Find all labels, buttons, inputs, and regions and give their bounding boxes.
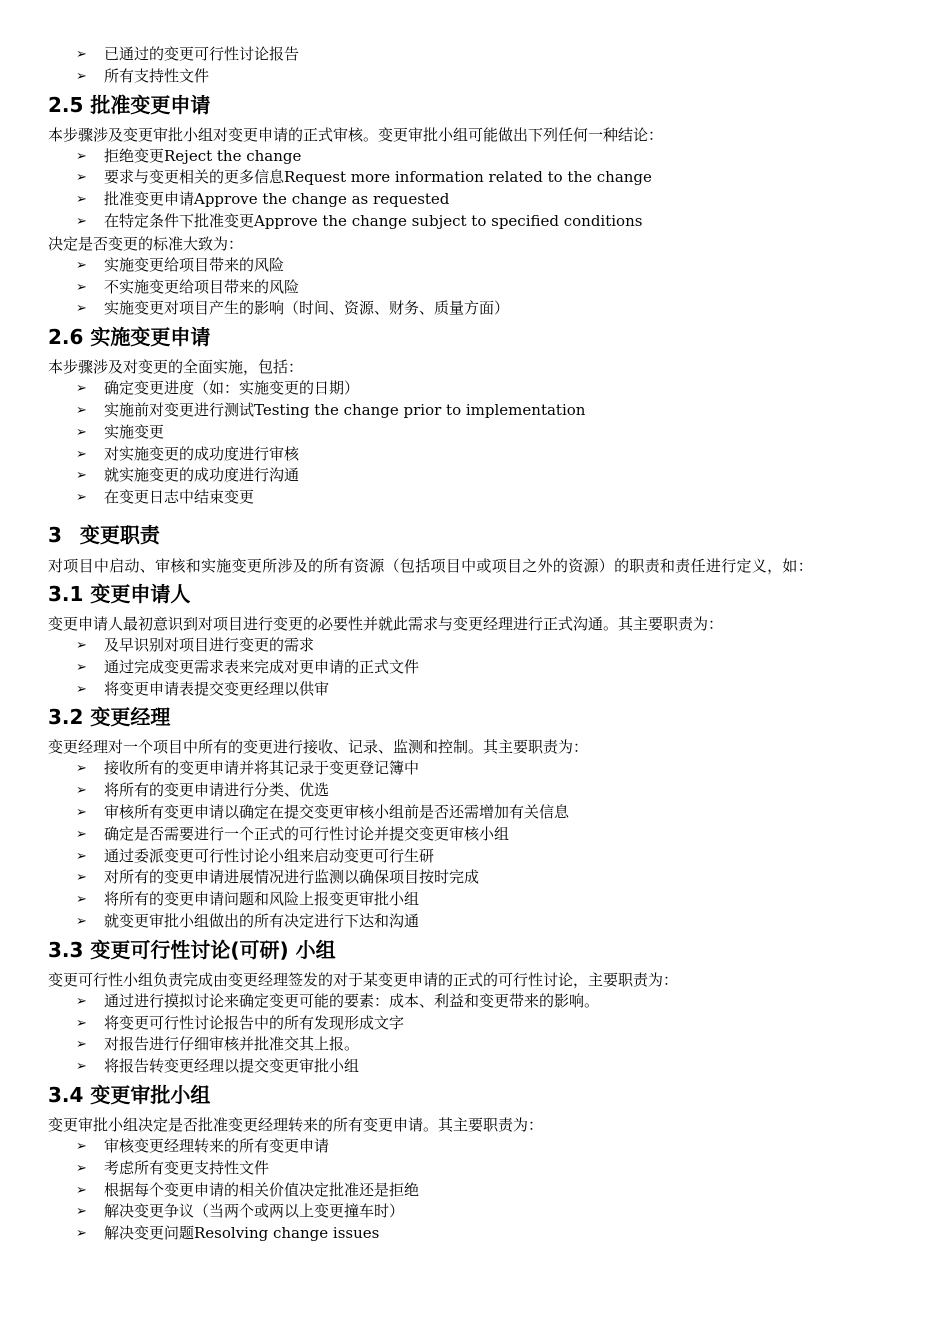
bullet-arrow-icon: ➢ bbox=[76, 848, 87, 864]
list-item bbox=[48, 378, 908, 400]
bullet-arrow-icon: ➢ bbox=[76, 1015, 87, 1031]
list-item-text: 对报告进行仔细审核并批准交其上报。 bbox=[104, 1035, 360, 1054]
bullet-list bbox=[48, 146, 908, 233]
bullet-arrow-icon: ➢ bbox=[76, 783, 87, 799]
list-item bbox=[48, 189, 908, 211]
list-item-text: 将所有的变更申请进行分类、优选 bbox=[104, 781, 330, 800]
bullet-arrow-icon: ➢ bbox=[76, 1037, 87, 1053]
list-item bbox=[48, 44, 908, 66]
list-item bbox=[48, 1034, 908, 1056]
paragraph: 决定是否变更的标准大致为： bbox=[48, 234, 244, 253]
list-item-text: 考虑所有变更支持性文件 bbox=[104, 1158, 270, 1177]
bullet-arrow-icon: ➢ bbox=[76, 1182, 87, 1198]
list-item-text: 通过完成变更需求表来完成对更申请的正式文件 bbox=[104, 657, 420, 676]
bullet-arrow-icon: ➢ bbox=[76, 1138, 87, 1154]
chapter-title: 变更职责 bbox=[79, 522, 160, 547]
bullet-arrow-icon: ➢ bbox=[76, 892, 87, 908]
list-item-text: 接收所有的变更申请并将其记录于变更登记簿中 bbox=[104, 759, 420, 778]
list-item bbox=[48, 400, 908, 422]
list-item-text: 解决变更争议（当两个或两以上变更撞车时） bbox=[104, 1202, 405, 1221]
list-item bbox=[48, 1201, 908, 1223]
list-item bbox=[48, 1223, 908, 1245]
bullet-arrow-icon: ➢ bbox=[76, 213, 87, 229]
bullet-list bbox=[48, 758, 908, 932]
list-item-text: 就变更审批小组做出的所有决定进行下达和沟通 bbox=[104, 911, 420, 930]
paragraph: 对项目中启动、审核和实施变更所涉及的所有资源（包括项目中或项目之外的资源）的职责和责任进行定义，如： bbox=[48, 556, 814, 575]
section-heading: 3.1 变更申请人 bbox=[48, 581, 191, 606]
list-item bbox=[48, 444, 908, 466]
list-item bbox=[48, 422, 908, 444]
list-item bbox=[48, 487, 908, 509]
list-item bbox=[48, 465, 908, 487]
list-item bbox=[48, 1180, 908, 1202]
list-item bbox=[48, 889, 908, 911]
list-item-text: 对所有的变更申请进展情况进行监测以确保项目按时完成 bbox=[104, 868, 480, 887]
paragraph: 变更审批小组决定是否批准变更经理转来的所有变更申请。其主要职责为： bbox=[48, 1115, 544, 1134]
bullet-arrow-icon: ➢ bbox=[76, 381, 87, 397]
chapter-heading bbox=[48, 521, 908, 549]
list-item-text: 所有支持性文件 bbox=[104, 66, 210, 85]
list-item bbox=[48, 1158, 908, 1180]
list-item-text: 确定是否需要进行一个正式的可行性讨论并提交变更审核小组 bbox=[104, 824, 510, 843]
paragraph: 变更申请人最初意识到对项目进行变更的必要性并就此需求与变更经理进行正式沟通。其主要职责为： bbox=[48, 614, 724, 633]
list-item bbox=[48, 802, 908, 824]
list-item bbox=[48, 635, 908, 657]
bullet-arrow-icon: ➢ bbox=[76, 424, 87, 440]
list-item-text: 通过进行摸拟讨论来确定变更可能的要素：成本、利益和变更带来的影响。 bbox=[104, 991, 600, 1010]
section-heading: 3.2 变更经理 bbox=[48, 705, 171, 730]
bullet-arrow-icon: ➢ bbox=[76, 170, 87, 186]
list-item-text: 实施变更对项目产生的影响（时间、资源、财务、质量方面） bbox=[104, 299, 510, 318]
list-item bbox=[48, 780, 908, 802]
bullet-arrow-icon: ➢ bbox=[76, 148, 87, 164]
bullet-arrow-icon: ➢ bbox=[76, 659, 87, 675]
list-item-text: 实施变更给项目带来的风险 bbox=[104, 255, 285, 274]
bullet-arrow-icon: ➢ bbox=[76, 761, 87, 777]
bullet-arrow-icon: ➢ bbox=[76, 804, 87, 820]
list-item-text: 不实施变更给项目带来的风险 bbox=[104, 277, 300, 296]
list-item-text: 就实施变更的成功度进行沟通 bbox=[104, 466, 300, 485]
bullet-arrow-icon: ➢ bbox=[76, 468, 87, 484]
list-item bbox=[48, 657, 908, 679]
list-item-text: 已通过的变更可行性讨论报告 bbox=[104, 45, 300, 63]
bullet-arrow-icon: ➢ bbox=[76, 192, 87, 208]
bullet-arrow-icon: ➢ bbox=[76, 637, 87, 653]
paragraph: 本步骤涉及对变更的全面实施，包括： bbox=[48, 358, 304, 377]
bullet-arrow-icon: ➢ bbox=[76, 1059, 87, 1075]
list-item-text: 将所有的变更申请问题和风险上报变更审批小组 bbox=[104, 890, 420, 909]
list-item bbox=[48, 846, 908, 868]
list-item-text: 根据每个变更申请的相关价值决定批准还是拒绝 bbox=[104, 1180, 420, 1199]
bullet-list bbox=[48, 44, 908, 88]
section-heading: 3.4 变更审批小组 bbox=[48, 1082, 211, 1107]
list-item-text: 审核变更经理转来的所有变更申请 bbox=[104, 1136, 330, 1155]
list-item bbox=[48, 211, 908, 233]
bullet-arrow-icon: ➢ bbox=[76, 870, 87, 886]
bullet-arrow-icon: ➢ bbox=[76, 402, 87, 418]
list-item bbox=[48, 758, 908, 780]
list-item-text: 对实施变更的成功度进行审核 bbox=[104, 444, 300, 463]
list-item-text: 要求与变更相关的更多信息Request more information related to the change bbox=[104, 168, 652, 187]
bullet-arrow-icon: ➢ bbox=[76, 681, 87, 697]
list-item bbox=[48, 66, 908, 88]
list-item bbox=[48, 298, 908, 320]
list-item-text: 在变更日志中结束变更 bbox=[104, 488, 255, 507]
bullet-arrow-icon: ➢ bbox=[76, 993, 87, 1009]
document-page bbox=[48, 44, 908, 1245]
list-item bbox=[48, 1013, 908, 1035]
list-item-text: 实施变更 bbox=[104, 422, 165, 441]
bullet-arrow-icon: ➢ bbox=[76, 490, 87, 506]
list-item bbox=[48, 167, 908, 189]
list-item-text: 审核所有变更申请以确定在提交变更审核小组前是否还需增加有关信息 bbox=[104, 802, 570, 821]
list-item-text: 实施前对变更进行测试Testing the change prior to implementation bbox=[104, 400, 586, 419]
list-item bbox=[48, 679, 908, 701]
list-item bbox=[48, 277, 908, 299]
bullet-arrow-icon: ➢ bbox=[76, 1226, 87, 1242]
list-item-text: 解决变更问题Resolving change issues bbox=[104, 1224, 380, 1243]
list-item-text: 批准变更申请Approve the change as requested bbox=[104, 190, 450, 209]
chapter-number: 3 bbox=[48, 522, 62, 547]
list-item-text: 及早识别对项目进行变更的需求 bbox=[104, 635, 315, 654]
bullet-arrow-icon: ➢ bbox=[76, 47, 87, 62]
paragraph: 变更可行性小组负责完成由变更经理签发的对于某变更申请的正式的可行性讨论，主要职责为： bbox=[48, 970, 679, 989]
bullet-arrow-icon: ➢ bbox=[76, 913, 87, 929]
paragraph: 变更经理对一个项目中所有的变更进行接收、记录、监测和控制。其主要职责为： bbox=[48, 738, 589, 757]
list-item bbox=[48, 991, 908, 1013]
list-item-text: 将变更申请表提交变更经理以供审 bbox=[104, 679, 330, 698]
bullet-arrow-icon: ➢ bbox=[76, 279, 87, 295]
bullet-arrow-icon: ➢ bbox=[76, 826, 87, 842]
list-item-text: 确定变更进度（如：实施变更的日期） bbox=[104, 379, 360, 398]
list-item bbox=[48, 146, 908, 168]
bullet-list bbox=[48, 991, 908, 1078]
bullet-list bbox=[48, 255, 908, 320]
list-item-text: 在特定条件下批准变更Approve the change subject to specified conditions bbox=[104, 211, 643, 230]
list-item bbox=[48, 1136, 908, 1158]
list-item-text: 拒绝变更Reject the change bbox=[104, 146, 302, 165]
bullet-list bbox=[48, 1136, 908, 1245]
list-item-text: 将报告转变更经理以提交变更审批小组 bbox=[104, 1057, 360, 1076]
bullet-arrow-icon: ➢ bbox=[76, 446, 87, 462]
list-item-text: 通过委派变更可行性讨论小组来启动变更可行生研 bbox=[104, 846, 435, 865]
bullet-list bbox=[48, 378, 908, 509]
bullet-arrow-icon: ➢ bbox=[76, 257, 87, 273]
list-item bbox=[48, 911, 908, 933]
list-item-text: 将变更可行性讨论报告中的所有发现形成文字 bbox=[104, 1013, 405, 1032]
section-heading: 2.6 实施变更申请 bbox=[48, 325, 211, 350]
list-item bbox=[48, 255, 908, 277]
list-item bbox=[48, 867, 908, 889]
bullet-arrow-icon: ➢ bbox=[76, 1160, 87, 1176]
list-item bbox=[48, 824, 908, 846]
bullet-arrow-icon: ➢ bbox=[76, 68, 87, 84]
section-heading: 2.5 批准变更申请 bbox=[48, 92, 211, 117]
section-heading: 3.3 变更可行性讨论(可研) 小组 bbox=[48, 937, 336, 962]
bullet-arrow-icon: ➢ bbox=[76, 301, 87, 317]
paragraph: 本步骤涉及变更审批小组对变更申请的正式审核。变更审批小组可能做出下列任何一种结论： bbox=[48, 125, 664, 144]
bullet-arrow-icon: ➢ bbox=[76, 1204, 87, 1220]
bullet-list bbox=[48, 635, 908, 700]
list-item bbox=[48, 1056, 908, 1078]
